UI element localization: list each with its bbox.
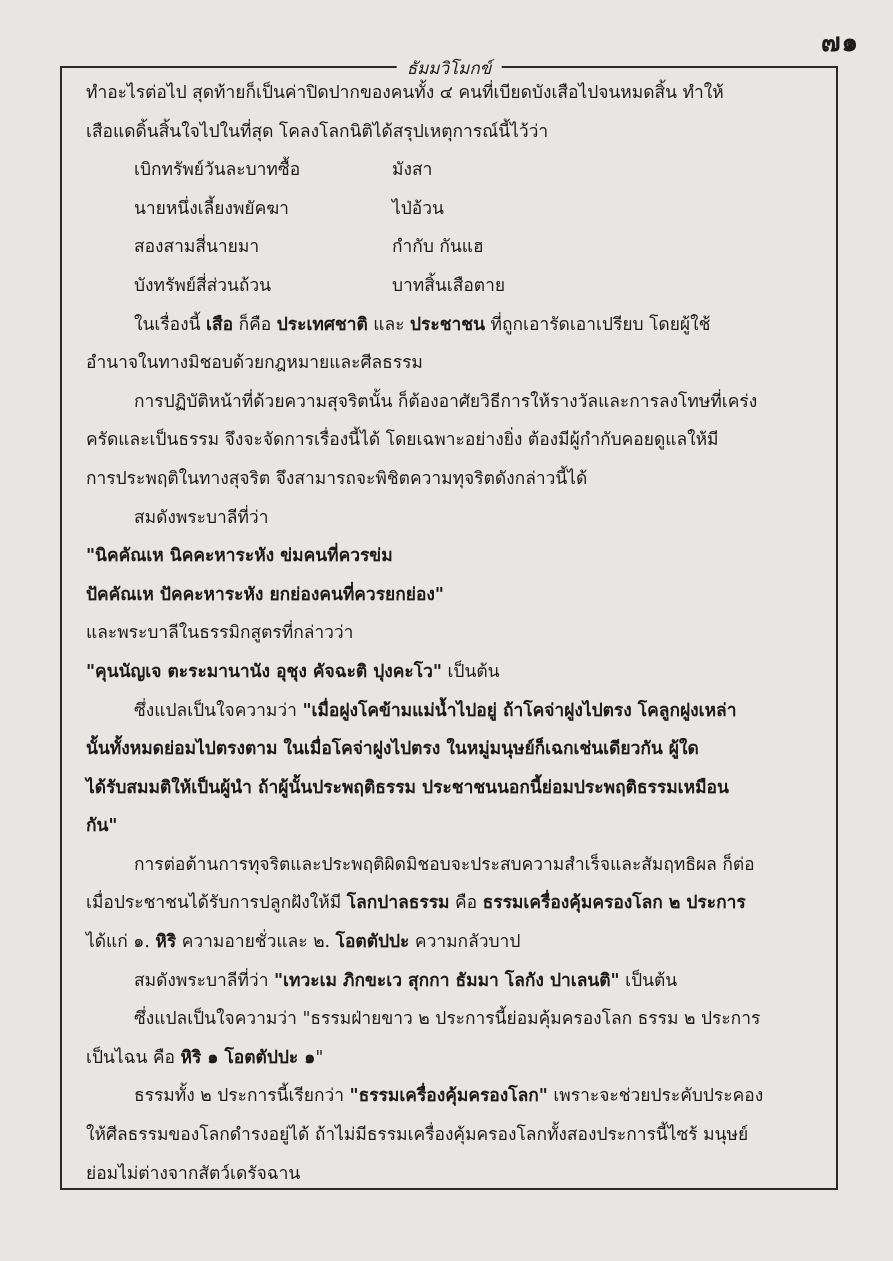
pali-quote-line: "นิคคัณเห นิคคะหาระหัง ข่มคนที่ควรข่ม xyxy=(86,546,393,567)
paragraph-line: ทำอะไรต่อไป สุดท้ายก็เป็นค่าปิดปากของคนทั้ง ๔ คนที่เบียดบังเสือไปจนหมดสิ้น ทำให้ xyxy=(86,83,724,103)
bold-term: "เทวะเม ภิกขะเว สุกกา ธัมมา โลกัง ปาเลนติ" xyxy=(274,970,620,991)
paragraph-line: และพระบาลีในธรรมิกสูตรที่กล่าวว่า xyxy=(86,623,354,644)
poem-second-half: กำกับ กันแฮ xyxy=(392,237,484,258)
poem-line xyxy=(86,151,822,190)
text-run: ธรรมทั้ง ๒ ประการนี้เรียกว่า xyxy=(134,1086,350,1107)
paragraph-line: ครัดและเป็นธรรม จึงจะจัดการเรื่องนี้ได้ โดยเฉพาะอย่างยิ่ง ต้องมีผู้กำกับคอยดูแลให้มี xyxy=(86,430,719,451)
text-run: คือ xyxy=(449,893,483,914)
bold-term: ประชาชน xyxy=(410,314,485,335)
paragraph-line: ได้รับสมมติให้เป็นผู้นำ ถ้าผู้นั้นประพฤติธรรม ประชาชนนอกนี้ย่อมประพฤติธรรมเหมือน xyxy=(86,777,729,798)
content-frame xyxy=(60,59,838,1190)
bold-term: ธรรมเครื่องคุ้มครองโลก ๒ ประการ xyxy=(482,893,746,914)
poem-line xyxy=(86,267,822,306)
text-run: ความอายชั่วและ ๒. xyxy=(176,932,336,953)
bold-term: หิริ ๑ โอตตัปปะ ๑ xyxy=(180,1047,316,1068)
paragraph-line xyxy=(86,923,822,962)
bold-term: "ธรรมเครื่องคุ้มครองโลก" xyxy=(349,1086,548,1107)
page-number: ๗๑ xyxy=(820,28,859,58)
bold-term: โลกปาลธรรม xyxy=(346,893,450,914)
running-header: ธัมมวิโมกข์ xyxy=(397,55,502,82)
text-run: สมดังพระบาลีที่ว่า xyxy=(134,970,274,991)
poem-second-half: บาทสิ้นเสือตาย xyxy=(392,275,506,296)
text-run: ก็คือ xyxy=(233,314,277,335)
poem-first-half: นายหนึ่งเลี้ยงพยัคฆา xyxy=(134,198,289,219)
paragraph-line: เสือแดดิ้นสิ้นใจไปในที่สุด โคลงโลกนิติได้สรุปเหตุการณ์นี้ไว้ว่า xyxy=(86,121,549,142)
poem-second-half: มังสา xyxy=(392,160,433,181)
paragraph-line xyxy=(86,1039,822,1078)
poem-first-half: เบิกทรัพย์วันละบาทซื้อ xyxy=(134,160,301,181)
poem-first-half: บังทรัพย์สี่ส่วนถ้วน xyxy=(134,275,272,296)
paragraph-line: ซึ่งแปลเป็นใจความว่า "ธรรมฝ่ายขาว ๒ ประการนี้ย่อมคุ้มครองโลก ธรรม ๒ ประการ xyxy=(134,1009,761,1030)
paragraph-line: สมดังพระบาลีที่ว่า xyxy=(134,507,269,528)
text-run: เป็นต้น xyxy=(619,970,678,991)
paragraph-line: อำนาจในทางมิชอบด้วยกฎหมายและศีลธรรม xyxy=(86,353,423,374)
paragraph-line xyxy=(86,692,822,731)
text-run: ความกลัวบาป xyxy=(409,932,521,953)
paragraph-line xyxy=(86,1077,822,1116)
paragraph-line: นั้นทั้งหมดย่อมไปตรงตาม ในเมื่อโคจ่าฝูงไปตรง ในหมู่มนุษย์ก็เฉกเช่นเดียวกัน ผู้ใด xyxy=(86,739,699,760)
text-run: ที่ถูกเอารัดเอาเปรียบ โดยผู้ใช้ xyxy=(485,314,711,335)
paragraph-line: กัน" xyxy=(86,816,118,837)
text-run: เมื่อประชาชนได้รับการปลูกฝังให้มี xyxy=(86,893,347,914)
bold-term: "คุนนัญเจ ตะระมานานัง อุชุง คัจฉะติ ปุงคะโว" xyxy=(86,661,442,682)
bold-term: ประเทศชาติ xyxy=(276,314,368,335)
text-run: ในเรื่องนี้ xyxy=(134,314,207,335)
paragraph-line xyxy=(86,306,822,345)
text-run: ได้แก่ ๑. xyxy=(86,932,156,953)
bold-term: หิริ xyxy=(155,932,177,953)
pali-quote-line xyxy=(86,653,822,692)
paragraph-line xyxy=(86,962,822,1001)
text-run: เป็นไฉน คือ xyxy=(86,1047,181,1068)
text-run: เพราะจะช่วยประคับประคอง xyxy=(547,1086,764,1107)
paragraph-line xyxy=(86,884,822,923)
text-run: เป็นต้น xyxy=(441,661,500,682)
paragraph-line: การประพฤติในทางสุจริต จึงสามารถจะพิชิตความทุจริตดังกล่าวนี้ได้ xyxy=(86,468,588,489)
paragraph-line: ให้ศีลธรรมของโลกดำรงอยู่ได้ ถ้าไม่มีธรรมเครื่องคุ้มครองโลกทั้งสองประการนี้ไซร้ มนุษย์ xyxy=(86,1125,749,1146)
text-run: และ xyxy=(367,314,411,335)
poem-first-half: สองสามสี่นายมา xyxy=(134,237,260,258)
paragraph-line: ย่อมไม่ต่างจากสัตว์เดรัจฉาน xyxy=(86,1163,301,1184)
paragraph-line: การปฏิบัติหน้าที่ด้วยความสุจริตนั้น ก็ต้องอาศัยวิธีการให้รางวัลและการลงโทษที่เคร่ง xyxy=(134,391,758,412)
poem-line xyxy=(86,228,822,267)
bold-term: โอตตัปปะ xyxy=(335,932,410,953)
paragraph-line: การต่อต้านการทุจริตและประพฤติผิดมิชอบจะประสบความสำเร็จและสัมฤทธิผล ก็ต่อ xyxy=(134,854,755,875)
text-run: " xyxy=(315,1047,324,1068)
poem-line xyxy=(86,190,822,229)
bold-term: "เมื่อฝูงโคข้ามแม่น้ำไปอยู่ ถ้าโคจ่าฝูงไปตรง โคลูกฝูงเหล่า xyxy=(302,700,737,721)
pali-quote-line: ปัคคัณเห ปัคคะหาระหัง ยกย่องคนที่ควรยกย่อง" xyxy=(86,584,444,605)
text-run: ซึ่งแปลเป็นใจความว่า xyxy=(134,700,303,721)
bold-term: เสือ xyxy=(206,314,234,335)
poem-second-half: ไป่อ้วน xyxy=(392,198,444,219)
body-text xyxy=(86,74,822,1193)
